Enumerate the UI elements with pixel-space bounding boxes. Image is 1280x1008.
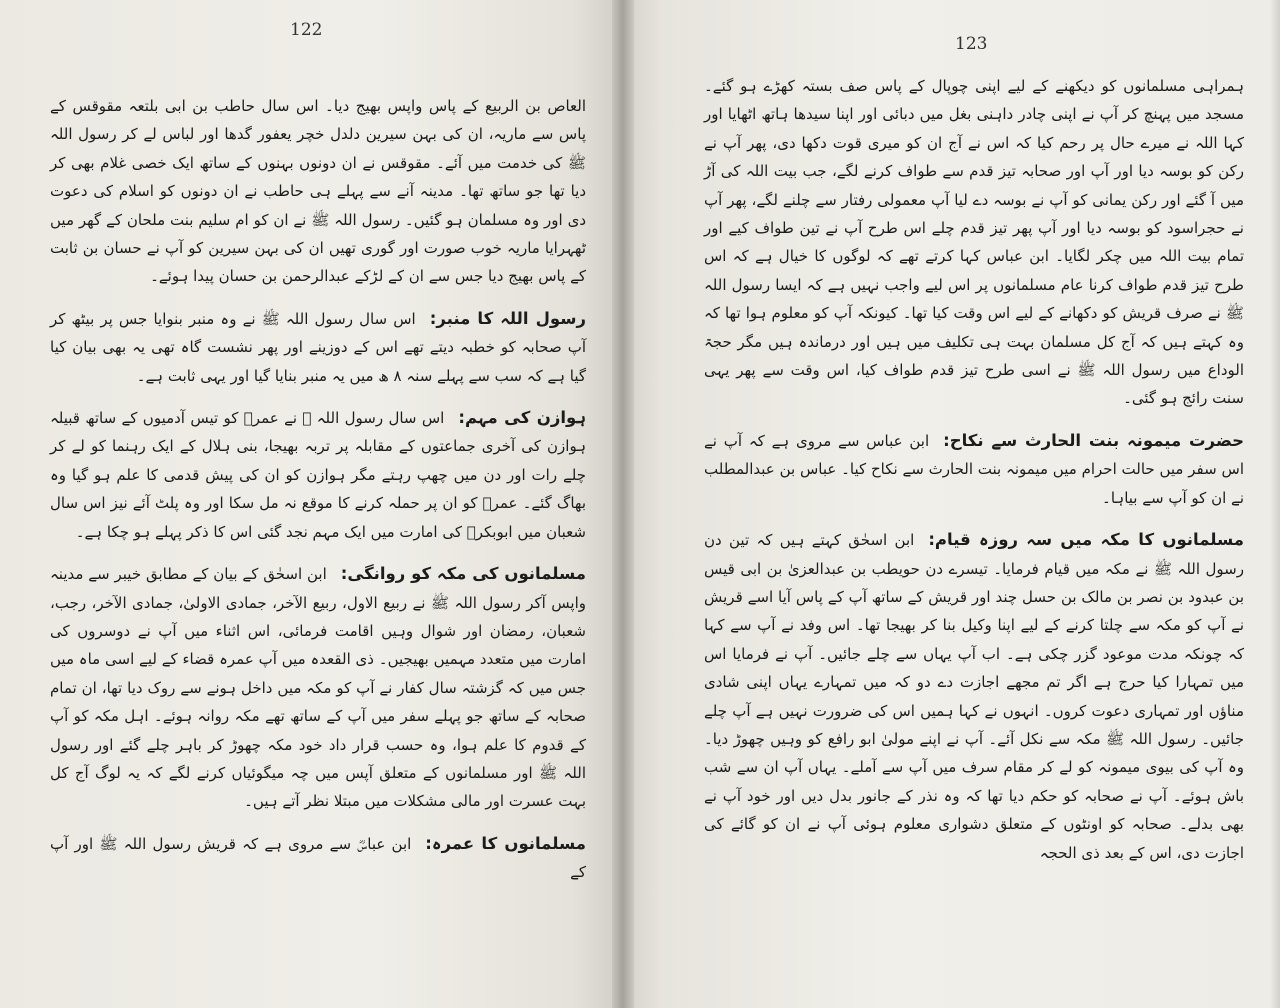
section-heading: رسول اللہ کا منبر: [429,308,587,328]
section-heading: مسلمانوں کا مکہ میں سہ روزہ قیام: [928,530,1244,550]
section-heading: مسلمانوں کی مکہ کو روانگی: [340,564,586,584]
paragraph [50,830,586,887]
paragraph [50,92,586,291]
section-heading: ہوازن کی مہم: [458,408,586,428]
paragraph [704,72,1244,413]
book-gutter [612,0,634,1008]
paragraph-text: ہمراہی مسلمانوں کو دیکھنے کے لیے اپنی چوپال کے پاس صف بستہ کھڑے ہو گئے۔ مسجد میں پہنچ کر آپ نے اپنی چادر داہنی بغل میں دبائی اور اپنا سیدھا ہاتھ اٹھایا اور کہا اللہ نے میرے حال پر رحم کیا کہ اس نے آج ان کو میری قوت دکھا دی، پھر آپ نے رکن کو بوسہ دیا اور آپ اور صحابہ تیز قدم سے طواف کرنے لگے، جب بیت اللہ کی آڑ میں آ گئے اور رکن یمانی کو آپ نے بوسہ دے لیا آپ معمولی رفتار سے چلنے لگے، پھر آپ نے حجراسود کو بوسہ دیا اور آپ پھر تیز قدم چلے اس طرح آپ نے تین طواف کیے اور تمام بیت اللہ میں چکر لگایا۔ ابن عباس کہا کرتے تھے کہ لوگوں کا خیال ہے کہ اس طرح تیز قدم طواف کرنا عام مسلمانوں پر اس لیے واجب نہیں ہے کہ ایسا رسول اللہ ﷺ نے صرف قریش کو دکھانے کے لیے اس وقت کیا تھا۔ کیونکہ آپ کو معلوم ہوا تھا کہ وہ کہتے ہیں کہ آج کل مسلمان بہت ہی تکلیف میں ہیں اور درماندہ ہیں مگر حجۃ الوداع میں رسول اللہ ﷺ نے اسی طرح تیز قدم طواف کیا، اس وقت سے پھر یہی سنت رائج ہو گئی۔ [704,77,1244,408]
paragraph-text: اس سال رسول اللہ ﷺ نے عمرؓ کو تیس آدمیوں کے ساتھ قبیلہ ہوازن کی آخری جماعتوں کے مقابلہ پر تربہ بھیجا، بنی ہلال کے ایک رہنما کو لے کر چلے رات اور دن میں چھپ رہتے مگر ہوازن کو ان کی پیش قدمی کا علم ہو گیا وہ بھاگ گئے۔ عمرؓ کو ان پر حملہ کرنے کا موقع نہ مل سکا اور وہ پلٹ آئے نیز اس سال شعبان میں ابوبکرؓ کی امارت میں ایک مہم نجد گئی اس کا ذکر پہلے ہو چکا ہے۔ [50,409,586,541]
paragraph-text: ابن اسحٰق کہتے ہیں کہ تین دن رسول اللہ ﷺ نے مکہ میں قیام فرمایا۔ تیسرے دن حویطب بن عبدالعزیٰ بن ابی قیس بن عبدود بن نصر بن مالک بن حسل چند اور قریش کے ساتھ آپ کے پاس آیا اسے قریش نے آپ کو مکہ سے چلتا کرنے کے لیے اپنا وکیل بنا کر بھیجا تھا۔ اس وفد نے آپ سے کہا کہ چونکہ مدت موعود گزر چکی ہے۔ اب آپ یہاں سے چلے جائیں۔ آپ نے فرمایا اس میں تمہارا کیا حرج ہے اگر تم مجھے اجازت دے دو کہ میں تمہارے یہاں اپنی شادی مناؤں اور تمہاری دعوت کروں۔ انہوں نے کہا ہمیں اس کی ضرورت نہیں ہے آپ چلے جائیں۔ رسول اللہ ﷺ مکہ سے نکل آئے۔ آپ نے اپنے مولیٰ ابو رافع کو وہیں چھوڑ دیا۔ وہ آپ کی بیوی میمونہ کو لے کر مقام سرف میں آپ سے آملے۔ یہاں آپ ان سے شب باش ہوئے۔ آپ نے صحابہ کو حکم دیا تھا کہ وہ نذر کے جانور بدل دیں اور خود آپ نے بھی بدلے۔ صحابہ کو اونٹوں کے متعلق دشواری معلوم ہوئی آپ نے ان کو گائے کی اجازت دی، اس کے بعد ذی الحجہ [704,531,1244,862]
paragraph-text: العاص بن الربیع کے پاس واپس بھیج دیا۔ اس سال حاطب بن ابی بلتعہ مقوقس کے پاس سے ماریہ، ان کی بہن سیرین دلدل خچر یعفور گدھا اور لباس لے کر رسول اللہ ﷺ کی خدمت میں آئے۔ مقوقس نے ان دونوں بہنوں کے ساتھ ایک خصی غلام بھی کر دیا تھا جو ساتھ تھا۔ مدینہ آنے سے پہلے ہی حاطب نے ان دونوں کو اسلام کی دعوت دی اور وہ مسلمان ہو گئیں۔ رسول اللہ ﷺ نے ان کو ام سلیم بنت ملحان کے گھر میں ٹھہرایا ماریہ خوب صورت اور گوری تھیں ان کی بہن سیرین کو آپ نے حسان بن ثابت کے پاس بھیج دیا جس سے ان کے لڑکے عبدالرحمن بن حسان پیدا ہوئے۔ [50,97,586,286]
page-text [704,72,1244,881]
section-heading: مسلمانوں کا عمرہ: [425,833,586,853]
page-text [50,92,586,901]
page-number: 123 [955,34,988,54]
page-edge-shadow [1270,0,1280,1008]
paragraph-text: ابن اسحٰق کے بیان کے مطابق خیبر سے مدینہ واپس آکر رسول اللہ ﷺ نے ربیع الاول، ربیع الآخر، جمادی الاولیٰ، جمادی الآخر، رجب، شعبان، رمضان اور شوال وہیں اقامت فرمائی، اس اثناء میں آپ نے دوسروں کی امارت میں متعدد مہمیں بھیجیں۔ ذی القعدہ میں آپ عمرہ قضاء کے لیے اسی ماہ میں جس میں کہ گزشتہ سال کفار نے آپ کو مکہ میں داخل ہونے سے روک دیا تھا، ان تمام صحابہ کے ساتھ جو پہلے سفر میں آپ کے ساتھ تھے مکہ روانہ ہوئے۔ اہل مکہ کو آپ کے قدوم کا علم ہوا، وہ حسب قرار داد خود مکہ چھوڑ کر باہر چلے گئے اور رسول اللہ ﷺ اور مسلمانوں کے متعلق آپس میں چہ میگوئیاں کرنے لگے کہ یہ لوگ آج کل بہت عسرت اور مالی مشکلات میں مبتلا نظر آتے ہیں۔ [50,565,586,811]
paragraph [704,427,1244,512]
section-heading: حضرت میمونہ بنت الحارث سے نکاح: [943,430,1244,450]
paragraph [50,404,586,546]
paragraph [50,305,586,390]
paragraph-text: ابن عباس سے مروی ہے کہ آپ نے اس سفر میں حالت احرام میں میمونہ بنت الحارث سے نکاح کیا۔ عباس بن عبدالمطلب نے ان کو آپ سے بیاہا۔ [704,431,1244,507]
right-page [622,0,1280,1008]
paragraph [50,560,586,816]
paragraph-text: ابن عباسؓ سے مروی ہے کہ قریش رسول اللہ ﷺ اور آپ کے [50,834,586,882]
paragraph [704,526,1244,867]
page-number: 122 [290,20,323,40]
paragraph-text: اس سال رسول اللہ ﷺ نے وہ منبر بنوایا جس پر بیٹھ کر آپ صحابہ کو خطبہ دیتے تھے اس کے دوزینے اور پھر نشست گاہ تھی یہ بھی بیان کیا گیا ہے کہ سب سے پہلے سنہ ۸ ھ میں یہ منبر بنایا گیا اور یہی ثابت ہے۔ [50,309,586,385]
left-page [0,0,622,1008]
